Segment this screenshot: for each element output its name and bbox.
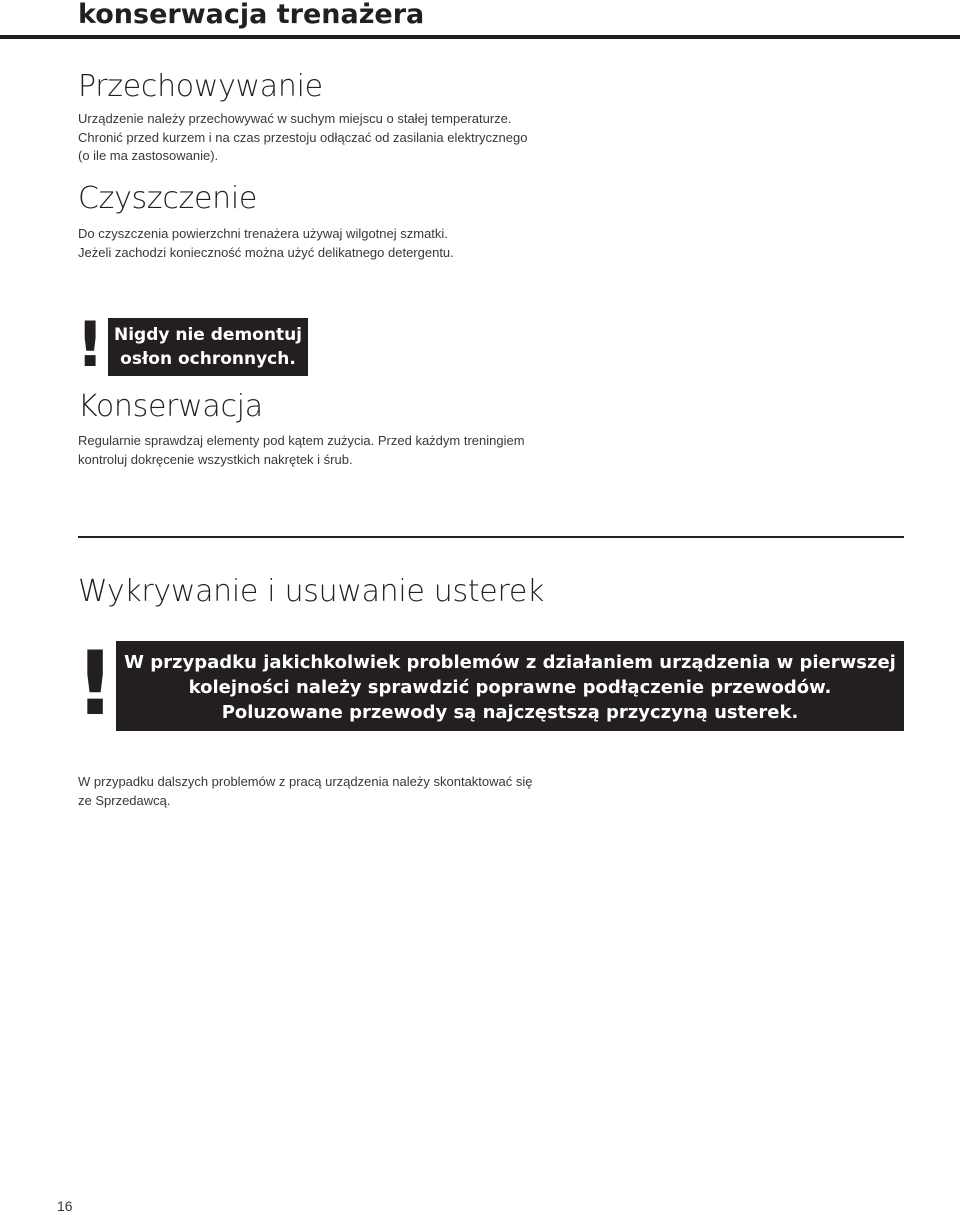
storage-text-line: (o ile ma zastosowanie). (78, 148, 219, 163)
troubleshooting-text-line: W przypadku dalszych problemów z pracą urządzenia należy skontaktować się (78, 774, 533, 789)
page-title: konserwacja trenażera (78, 0, 425, 30)
section-divider (78, 536, 904, 538)
heading-cleaning: Czyszczenie (78, 181, 258, 216)
cleaning-text-line: Do czyszczenia powierzchni trenażera używaj wilgotnej szmatki. (78, 226, 448, 241)
guard-warning-line: osłon ochronnych. (120, 349, 296, 369)
guard-warning-line: Nigdy nie demontuj (113, 325, 303, 345)
cleaning-text (78, 225, 454, 262)
cleaning-text-line: Jeżeli zachodzi konieczność można użyć delikatnego detergentu. (78, 244, 454, 260)
troubleshooting-warning-line: Poluzowane przewody są najczęstszą przyczyną usterek. (221, 702, 799, 723)
heading-maintenance: Konserwacja (78, 389, 263, 424)
storage-text-line: Chronić przed kurzem i na czas przestoju odłączać od zasilania elektrycznego (78, 129, 528, 145)
maintenance-text (78, 432, 525, 469)
exclamation-icon: ! (76, 308, 105, 381)
header-rule (0, 35, 960, 39)
troubleshooting-text (78, 773, 533, 810)
guard-warning-box (108, 318, 308, 376)
troubleshooting-warning-box (116, 641, 904, 731)
page-number: 16 (57, 1198, 73, 1214)
maintenance-text-line: kontroluj dokręcenie wszystkich nakrętek i śrub. (78, 451, 353, 467)
maintenance-text-line: Regularnie sprawdzaj elementy pod kątem zużycia. Przed każdym treningiem (78, 433, 525, 448)
storage-text (78, 110, 527, 166)
heading-storage: Przechowywanie (78, 69, 323, 104)
troubleshooting-warning-line: W przypadku jakichkolwiek problemów z działaniem urządzenia w pierwszej (124, 652, 896, 673)
troubleshooting-warning-line: kolejności należy sprawdzić poprawne podłączenie przewodów. (188, 677, 832, 698)
exclamation-icon: ! (75, 632, 116, 735)
heading-troubleshooting: Wykrywanie i usuwanie usterek (78, 574, 545, 609)
storage-text-line: Urządzenie należy przechowywać w suchym miejscu o stałej temperaturze. (78, 111, 512, 126)
troubleshooting-text-line: ze Sprzedawcą. (78, 792, 171, 808)
